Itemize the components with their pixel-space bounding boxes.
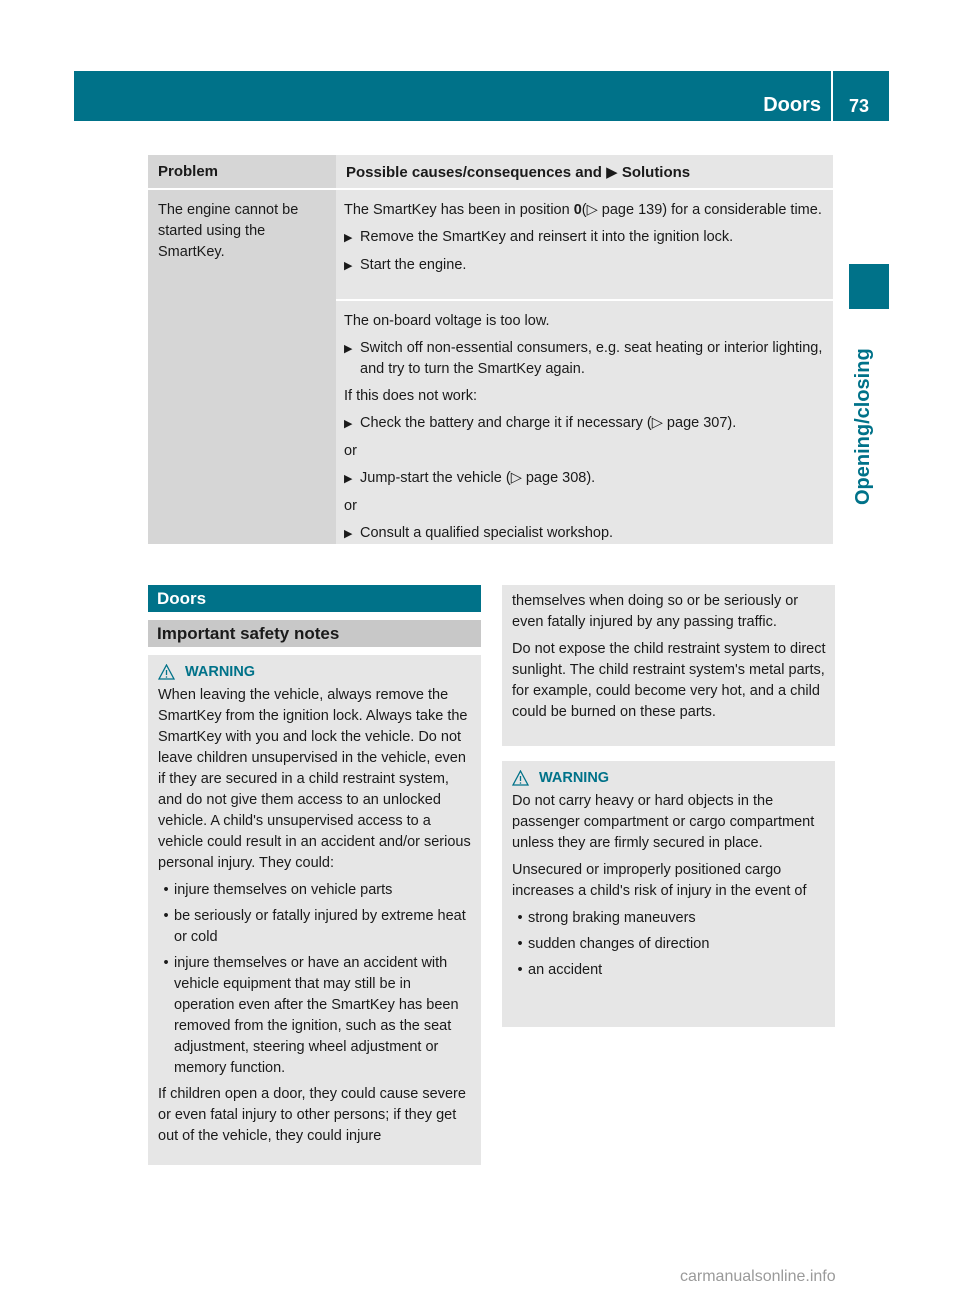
bullet-icon: •: [163, 955, 169, 971]
warning-triangle-icon: [512, 770, 529, 786]
solution-step: [344, 255, 827, 277]
watermark: carmanualsonline.info: [680, 1268, 836, 1285]
warning-box-2: [502, 761, 835, 1027]
cause-intro: The on-board voltage is too low.: [344, 313, 550, 329]
warning-label: WARNING: [539, 770, 610, 786]
column-header-solutions: Possible causes/consequences and ▶ Solutions: [336, 155, 833, 188]
arrow-right-icon: ▶: [344, 232, 353, 244]
list-item-text: injure themselves or have an accident with vehicle equipment that may still be in operation even after the SmartKey has been removed from the ignition, such as the seat adjustment, steering wheel adjustment or memory function.: [174, 955, 459, 1076]
page-ref-link[interactable]: (▷ page 139) for a considerable time.: [581, 202, 822, 218]
warning-label: WARNING: [185, 664, 256, 680]
warning-paragraph: Unsecured or improperly positioned cargo increases a child's risk of injury in the event of: [512, 862, 807, 899]
step-text: Switch off non-essential consumers, e.g. seat heating or interior lighting, and try to turn the SmartKey again.: [360, 340, 823, 377]
warning-paragraph: Do not expose the child restraint system to direct sunlight. The child restraint system's metal parts, for example, could become very hot, and a child could be burned on these parts.: [512, 641, 826, 720]
page-number-box: [833, 71, 889, 121]
list-item-text: be seriously or fatally injured by extreme heat or cold: [174, 908, 466, 945]
chapter-tab-marker: [849, 264, 889, 309]
list-item-text: an accident: [528, 962, 603, 978]
solution-step: [344, 413, 827, 435]
list-item: [512, 960, 829, 981]
bullet-icon: •: [517, 962, 523, 978]
header-title: Doors: [763, 94, 821, 116]
page-header-bar: [74, 71, 831, 121]
warning-paragraph: Do not carry heavy or hard objects in the passenger compartment or cargo compartment unless they are firmly secured in place.: [512, 793, 815, 851]
list-item-text: sudden changes of direction: [528, 936, 710, 952]
step-text-page-ref[interactable]: Jump-start the vehicle (▷ page 308).: [360, 470, 596, 486]
step-text-page-ref[interactable]: Check the battery and charge it if necessary (▷ page 307).: [360, 415, 737, 431]
bullet-icon: •: [517, 910, 523, 926]
warning-paragraph: themselves when doing so or be seriously or even fatally injured by any passing traffic.: [512, 593, 799, 630]
section-heading-doors: Doors: [148, 585, 481, 612]
warning-paragraph: If children open a door, they could cause severe or even fatal injury to other persons; if they get out of the vehicle, they could injure: [158, 1086, 466, 1144]
warning-box-1-continued: [502, 585, 835, 746]
column-header-problem: Problem: [148, 155, 336, 188]
left-column: [148, 585, 481, 1165]
subsection-heading-safety: Important safety notes: [148, 620, 481, 647]
cause-cell-2: [336, 301, 833, 544]
list-item: [158, 953, 475, 1079]
or-text: or: [344, 498, 357, 514]
list-item: [512, 908, 829, 929]
bullet-icon: •: [163, 882, 169, 898]
cause-intro: [344, 200, 827, 221]
condition-text: If this does not work:: [344, 388, 477, 404]
step-text: Start the engine.: [360, 257, 467, 273]
table-row: [148, 190, 833, 544]
page-number: 73: [849, 96, 870, 116]
warning-title: [512, 767, 829, 789]
warning-title: [158, 661, 475, 683]
table-header-row: [148, 155, 833, 188]
key-position: 0: [573, 202, 582, 218]
or-text: or: [344, 443, 357, 459]
step-text: Consult a qualified specialist workshop.: [360, 525, 614, 541]
bullet-icon: •: [163, 908, 169, 924]
list-item: [158, 906, 475, 948]
step-text: Remove the SmartKey and reinsert it into the ignition lock.: [360, 229, 734, 245]
arrow-right-icon: ▶: [344, 260, 353, 272]
troubleshooting-table: [148, 155, 833, 544]
solution-step: [344, 227, 827, 249]
right-column: [502, 585, 835, 1027]
problem-cell: The engine cannot be started using the SmartKey.: [148, 190, 336, 544]
warning-paragraph: When leaving the vehicle, always remove the SmartKey from the ignition lock. Always take the SmartKey with you and lock the vehicle. Do not leave children unsupervised in the vehicle, even if they are secured in a child restraint system, and do not give them access to an unlocked vehicle. A child's unsupervised access to a vehicle could result in an accident and/or serious personal injury. They could:: [158, 687, 471, 871]
solution-step: [344, 523, 827, 545]
cause-cell-1: [336, 190, 833, 299]
arrow-right-icon: ▶: [344, 343, 353, 355]
warning-triangle-icon: [158, 664, 175, 680]
list-item: [512, 934, 829, 955]
solution-step: [344, 468, 827, 490]
arrow-right-icon: ▶: [344, 418, 353, 430]
list-item-text: injure themselves on vehicle parts: [174, 882, 393, 898]
warning-box-1: [148, 655, 481, 1165]
cause-text: The SmartKey has been in position: [344, 202, 574, 218]
chapter-side-label: Opening/closing: [852, 348, 874, 505]
solution-step: [344, 338, 827, 380]
list-item: [158, 880, 475, 901]
arrow-right-icon: ▶: [344, 528, 353, 540]
bullet-icon: •: [517, 936, 523, 952]
arrow-right-icon: ▶: [344, 473, 353, 485]
list-item-text: strong braking maneuvers: [528, 910, 696, 926]
